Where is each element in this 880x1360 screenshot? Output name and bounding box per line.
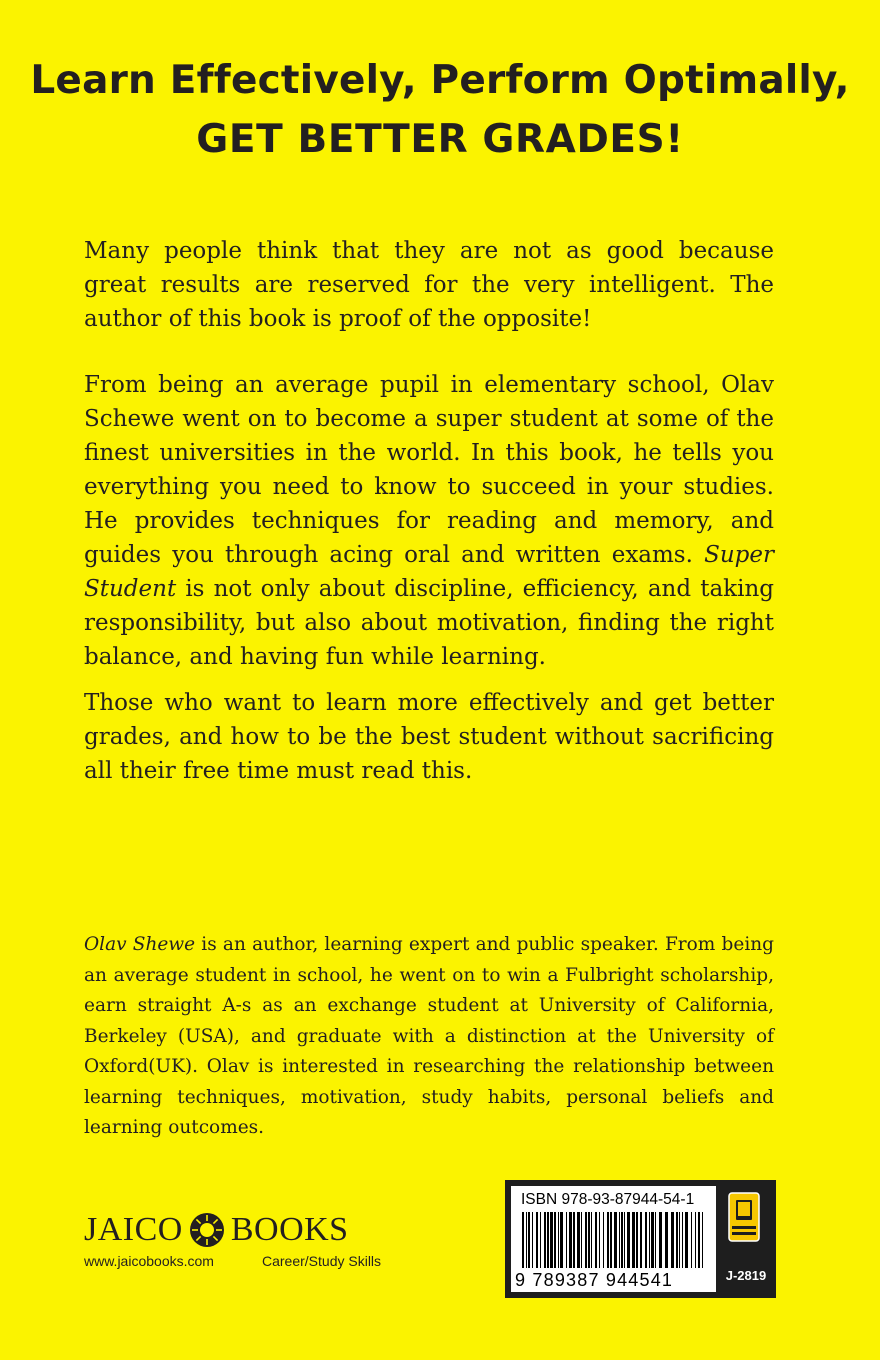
blurb-paragraph-2-part2: is not only about discipline, efficiency, and taking responsibility, but also about motivation, finding the right balance, and having fun while learning. [84,576,774,670]
barcode-bar [685,1212,688,1268]
barcode-bar [614,1212,617,1268]
barcode-bar [526,1212,527,1268]
publisher-name-left: JAICO [84,1211,183,1248]
book-title: Super Student [84,542,774,602]
publisher-logo [84,1210,349,1250]
barcode-bar [536,1212,538,1268]
barcode-bar [595,1212,597,1268]
blurb-paragraph-2-part1: From being an average pupil in elementary school, Olav Schewe went on to become a super student at some of the finest universities in the world. In this book, he tells you everything you need to know to succeed in your studies. He provides techniques for reading and memory, and guides you through acing oral and written exams. [84,372,774,568]
product-code: J-2819 [725,1268,767,1283]
barcode-bar [619,1212,620,1268]
barcode-box [511,1186,716,1292]
barcode-bar [544,1212,546,1268]
blurb-paragraph-2 [84,368,774,674]
headline-line1: Learn Effectively, Perform Optimally, [30,58,850,103]
blurb-paragraph-1: Many people think that they are not as good because great results are reserved for the very intelligent. The author of this book is proof of the opposite! [84,238,774,332]
ebook-available-icon [728,1192,760,1242]
barcode-bar [627,1212,630,1268]
barcode-bar [540,1212,541,1268]
barcode-bar [577,1212,580,1268]
barcode-bar [679,1212,680,1268]
barcode-bar [599,1212,600,1268]
sun-emblem-icon [189,1212,225,1248]
barcode-bar [702,1212,703,1268]
headline-line2: GET BETTER GRADES! [196,117,684,162]
barcode-bar [522,1212,524,1268]
barcode-bar [558,1212,559,1268]
barcode-bar [569,1212,572,1268]
book-category: Career/Study Skills [262,1253,382,1269]
barcode-bar [698,1212,700,1268]
publisher-website: www.jaicobooks.com [84,1253,214,1269]
barcode-bar [655,1212,656,1268]
barcode-bar [624,1212,625,1268]
author-name: Olav Shewe [84,934,196,955]
barcode-bar [632,1212,635,1268]
barcode-bar [585,1212,587,1268]
barcode-bar [640,1212,642,1268]
barcode-bar [621,1212,623,1268]
barcode-bar [603,1212,604,1268]
publisher-name-right: BOOKS [230,1211,349,1248]
barcode-bar [560,1212,563,1268]
barcode-bar [665,1212,668,1268]
author-bio-text: is an author, learning expert and public speaker. From being an average student in school, he went on to win a Fulbright scholarship, earn straight A-s as an exchange student at University of California, Berkeley (USA), and graduate with a distinction at the University of Oxford(UK). Olav is interested in researching the relationship between learning techniques, motivation, study habits, personal beliefs and learning outcomes. [84,934,774,1138]
barcode-bar [671,1212,674,1268]
barcode-bar [610,1212,612,1268]
barcode-bar [547,1212,549,1268]
barcode-bar [651,1212,654,1268]
barcode-bar [676,1212,678,1268]
barcode-bar [682,1212,683,1268]
barcode-bar [691,1212,692,1268]
barcode-bar [573,1212,575,1268]
barcode-bars [520,1212,710,1270]
barcode-bar [649,1212,650,1268]
barcode-bar [695,1212,696,1268]
barcode-bar [554,1212,556,1268]
barcode-bar [550,1212,553,1268]
barcode-bar [659,1212,662,1268]
barcode-bar [528,1212,530,1268]
barcode-bar [645,1212,647,1268]
barcode-bar [588,1212,590,1268]
barcode-panel [505,1180,776,1298]
author-bio [84,930,774,1144]
barcode-bar [591,1212,592,1268]
barcode-bar [636,1212,638,1268]
barcode-bar [566,1212,567,1268]
barcode-bar [581,1212,582,1268]
barcode-bar [532,1212,533,1268]
blurb-paragraph-3: Those who want to learn more effectively and get better grades, and how to be the best student without sacrificing all their free time must read this. [84,690,774,784]
barcode-digits: 9 789387 944541 [515,1270,674,1290]
isbn-label: ISBN 978-93-87944-54-1 [521,1191,695,1208]
barcode-bar [607,1212,609,1268]
